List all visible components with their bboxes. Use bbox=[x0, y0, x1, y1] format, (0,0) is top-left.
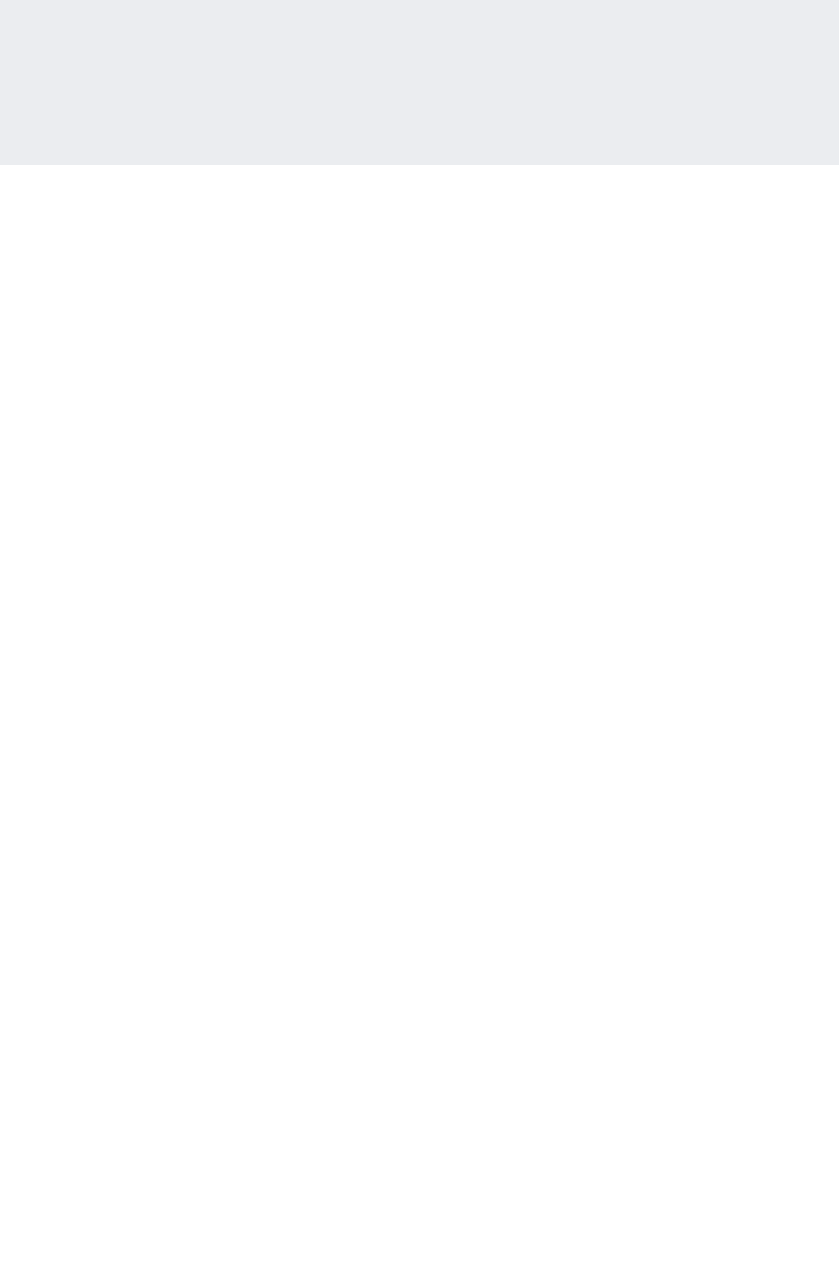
pricing-cards bbox=[0, 0, 839, 157]
comparison-table bbox=[0, 165, 839, 1280]
